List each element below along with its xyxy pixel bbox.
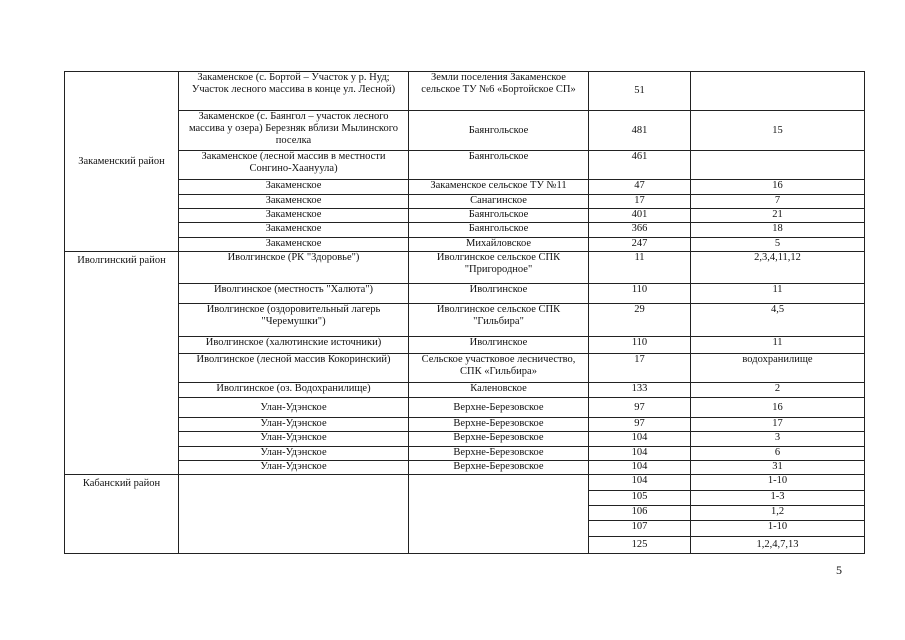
quarter-cell: 97 — [589, 418, 691, 432]
land-cell: Иволгинское — [409, 284, 589, 304]
table-row — [65, 72, 865, 111]
table-row — [65, 284, 865, 304]
quarter-cell: 104 — [589, 447, 691, 461]
land-cell: Иволгинское сельское СПК "Пригородное" — [409, 252, 589, 284]
land-cell: Баянгольское — [409, 223, 589, 238]
table-row — [65, 238, 865, 252]
table-row — [65, 461, 865, 475]
quarter-cell: 29 — [589, 304, 691, 337]
section-cell: 31 — [691, 461, 865, 475]
quarter-cell: 51 — [589, 72, 691, 111]
place-cell: Закаменское — [179, 209, 409, 223]
table-row — [65, 209, 865, 223]
place-cell: Закаменское (с. Баянгол – участок лесного массива у озера) Березняк вблизи Мылинского поселка — [179, 111, 409, 151]
section-cell: 1-10 — [691, 475, 865, 491]
place-cell: Улан-Удэнское — [179, 447, 409, 461]
quarter-cell: 104 — [589, 461, 691, 475]
land-cell: Верхне-Березовское — [409, 461, 589, 475]
quarter-cell: 11 — [589, 252, 691, 284]
place-cell: Иволгинское (оздоровительный лагерь "Черемушки") — [179, 304, 409, 337]
place-cell: Закаменское — [179, 238, 409, 252]
section-cell: 6 — [691, 447, 865, 461]
land-cell: Иволгинское — [409, 337, 589, 354]
table-row — [65, 180, 865, 195]
land-cell: Баянгольское — [409, 111, 589, 151]
quarter-cell: 106 — [589, 506, 691, 521]
quarter-cell: 247 — [589, 238, 691, 252]
place-cell: Иволгинское (лесной массив Кокоринский) — [179, 354, 409, 383]
land-cell: Михайловское — [409, 238, 589, 252]
land-cell: Верхне-Березовское — [409, 398, 589, 418]
land-cell: Земли поселения Закаменское сельское ТУ №6 «Бортойское СП» — [409, 72, 589, 111]
page-number: 5 — [836, 563, 842, 577]
section-cell: 17 — [691, 418, 865, 432]
land-cell — [409, 475, 589, 554]
table-row — [65, 337, 865, 354]
section-cell: водохранилище — [691, 354, 865, 383]
section-cell: 1,2 — [691, 506, 865, 521]
section-cell: 2 — [691, 383, 865, 398]
place-cell: Закаменское — [179, 180, 409, 195]
quarter-cell: 97 — [589, 398, 691, 418]
quarter-cell: 366 — [589, 223, 691, 238]
land-cell: Санагинское — [409, 195, 589, 209]
place-cell: Улан-Удэнское — [179, 461, 409, 475]
quarter-cell: 105 — [589, 491, 691, 506]
section-cell: 5 — [691, 238, 865, 252]
section-cell: 1,2,4,7,13 — [691, 537, 865, 554]
place-cell: Закаменское (с. Бортой – Участок у р. Нуд; Участок лесного массива в конце ул. Лесной) — [179, 72, 409, 111]
quarter-cell: 104 — [589, 432, 691, 447]
table-row — [65, 223, 865, 238]
place-cell: Улан-Удэнское — [179, 418, 409, 432]
place-cell: Иволгинское (местность "Халюта") — [179, 284, 409, 304]
table-row — [65, 398, 865, 418]
section-cell: 2,3,4,11,12 — [691, 252, 865, 284]
section-cell: 16 — [691, 398, 865, 418]
section-cell — [691, 72, 865, 111]
table-row — [65, 151, 865, 180]
quarter-cell: 481 — [589, 111, 691, 151]
section-cell — [691, 151, 865, 180]
section-cell: 11 — [691, 337, 865, 354]
quarter-cell: 110 — [589, 337, 691, 354]
quarter-cell: 401 — [589, 209, 691, 223]
quarter-cell: 17 — [589, 195, 691, 209]
table-row — [65, 304, 865, 337]
place-cell: Улан-Удэнское — [179, 398, 409, 418]
table-row — [65, 195, 865, 209]
land-cell: Баянгольское — [409, 209, 589, 223]
place-cell: Закаменское — [179, 195, 409, 209]
land-cell: Верхне-Березовское — [409, 418, 589, 432]
district-cell: Кабанский район — [65, 475, 179, 554]
place-cell: Иволгинское (халютинские источники) — [179, 337, 409, 354]
forest-quarters-table — [64, 71, 865, 554]
land-cell: Закаменское сельское ТУ №11 — [409, 180, 589, 195]
district-cell: Иволгинский район — [65, 252, 179, 475]
table-row — [65, 354, 865, 383]
quarter-cell: 110 — [589, 284, 691, 304]
table-row — [65, 475, 865, 491]
district-cell: Закаменский район — [65, 72, 179, 252]
table-row — [65, 383, 865, 398]
table-row — [65, 432, 865, 447]
land-cell: Иволгинское сельское СПК "Гильбира" — [409, 304, 589, 337]
section-cell: 11 — [691, 284, 865, 304]
section-cell: 7 — [691, 195, 865, 209]
quarter-cell: 17 — [589, 354, 691, 383]
table-row — [65, 252, 865, 284]
section-cell: 4,5 — [691, 304, 865, 337]
quarter-cell: 47 — [589, 180, 691, 195]
section-cell: 15 — [691, 111, 865, 151]
section-cell: 21 — [691, 209, 865, 223]
place-cell: Улан-Удэнское — [179, 432, 409, 447]
section-cell: 1-3 — [691, 491, 865, 506]
land-cell: Верхне-Березовское — [409, 447, 589, 461]
land-cell: Верхне-Березовское — [409, 432, 589, 447]
place-cell: Закаменское (лесной массив в местности Сонгино-Хаануула) — [179, 151, 409, 180]
quarter-cell: 133 — [589, 383, 691, 398]
table-row — [65, 111, 865, 151]
place-cell: Иволгинское (оз. Водохранилище) — [179, 383, 409, 398]
section-cell: 3 — [691, 432, 865, 447]
table-row — [65, 447, 865, 461]
land-cell: Каленовское — [409, 383, 589, 398]
quarter-cell: 461 — [589, 151, 691, 180]
place-cell: Иволгинское (РК "Здоровье") — [179, 252, 409, 284]
quarter-cell: 107 — [589, 521, 691, 537]
place-cell: Закаменское — [179, 223, 409, 238]
place-cell — [179, 475, 409, 554]
quarter-cell: 125 — [589, 537, 691, 554]
section-cell: 18 — [691, 223, 865, 238]
section-cell: 1-10 — [691, 521, 865, 537]
land-cell: Баянгольское — [409, 151, 589, 180]
quarter-cell: 104 — [589, 475, 691, 491]
land-cell: Сельское участковое лесничество, СПК «Гильбира» — [409, 354, 589, 383]
section-cell: 16 — [691, 180, 865, 195]
table-row — [65, 418, 865, 432]
